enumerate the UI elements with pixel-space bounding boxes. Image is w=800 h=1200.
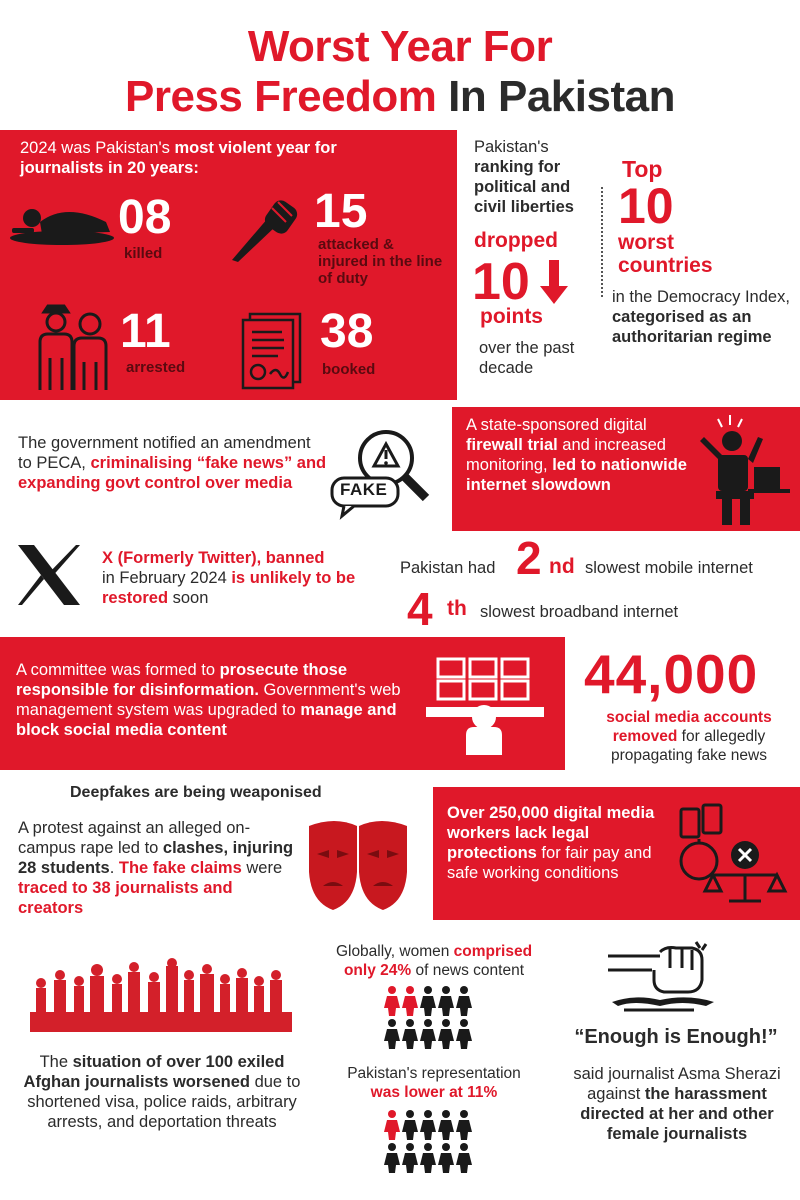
afghan-p2: due to shortened visa, police raids, arbitrary arrests, and deportation threats (27, 1073, 301, 1131)
fist-slam-icon (604, 940, 718, 1016)
women-pk-plain: Pakistan's representation (347, 1065, 521, 1082)
women-pakistan-pictogram (382, 1110, 478, 1174)
x-ban-red2: is unlikely to be restored (102, 569, 356, 607)
deepfakes-heading: Deepfakes are being weaponised (70, 784, 322, 801)
masks-icon (305, 816, 411, 912)
ranking-lead-plain: Pakistan's (474, 138, 549, 156)
killed-label: killed (124, 245, 163, 262)
arrested-label: arrested (126, 359, 186, 376)
arrested-value: 11 (120, 305, 171, 358)
ranking-lead (474, 137, 594, 217)
firewall-p1: A state-sponsored digital (466, 416, 647, 434)
peca-text (18, 433, 328, 493)
index-bold: categorised as an authoritarian regime (612, 308, 772, 346)
title-line-2 (0, 72, 800, 122)
deepfakes-p3: were (241, 859, 283, 877)
ranking-lead-bold: ranking for political and civil liberties (474, 158, 574, 216)
firewall-p2: and increased monitoring, (466, 436, 666, 474)
fake-news-search-icon (328, 420, 432, 520)
mobile-text: slowest mobile internet (585, 559, 753, 577)
x-ban-plain2: soon (172, 589, 209, 607)
intro-bold: most violent year for journalists in 20 years: (20, 139, 337, 177)
booked-label: booked (322, 361, 376, 378)
mobile-rank: 2 (516, 532, 542, 584)
title-line-1: Worst Year For (247, 22, 553, 71)
deepfakes-r2: traced to 38 journalists and creators (18, 879, 233, 917)
workers-b1: Over 250,000 digital media workers lack legal protections (447, 804, 655, 862)
workers-panel (433, 787, 800, 920)
accounts-red: social media accounts removed (606, 709, 772, 745)
accounts-text (584, 708, 794, 765)
firewall-panel (452, 407, 800, 531)
committee-b2: manage and block social media content (16, 701, 397, 739)
justice-scale-icon (673, 803, 791, 905)
deepfakes-r1: The fake claims (118, 859, 242, 877)
x-ban-plain1: in February 2024 (102, 569, 227, 587)
accounts-plain: for allegedly propagating fake news (611, 728, 767, 764)
women-global-plain: Globally, women (335, 943, 454, 960)
top-label: Top (622, 156, 663, 182)
fallen-person-icon (6, 192, 118, 254)
index-plain: in the Democracy Index, (612, 288, 790, 306)
intro-plain: 2024 was Pakistan's (20, 139, 175, 157)
quote-attribution (572, 1064, 782, 1144)
peca-red: criminalising “fake news” and expanding govt control over media (18, 454, 327, 492)
knife-attack-icon (228, 194, 306, 264)
points-label: points (480, 305, 543, 328)
arrest-icon (32, 302, 114, 394)
title-red: Press Freedom (125, 72, 437, 121)
afghan-b1: situation of over 100 exiled Afghan journalists worsened (23, 1053, 285, 1091)
afghan-p1: The (39, 1053, 73, 1071)
violence-panel (0, 130, 457, 400)
x-ban-red1: X (Formerly Twitter), banned (102, 549, 325, 567)
broadband-suffix: th (447, 597, 467, 620)
quote-b1: the harassment directed at her and other female journalists (580, 1085, 774, 1143)
quote-text: “Enough is Enough!” (574, 1026, 778, 1048)
broadband-rank: 4 (407, 583, 433, 635)
women-global-text (318, 942, 550, 980)
quote-p1: said journalist Asma Sherazi against (573, 1065, 781, 1103)
firewall-text (466, 415, 702, 495)
committee-b1: prosecute those responsible for disinformation. (16, 661, 348, 699)
committee-p2: Government's web management system was upgraded to (16, 681, 401, 719)
worst-countries: worst countries (618, 231, 713, 277)
surveillance-monitors-icon (424, 655, 546, 755)
firewall-b2: led to nationwide internet slowdown (466, 456, 687, 494)
index-text (612, 287, 792, 347)
top-value: 10 (618, 178, 674, 234)
mobile-suffix: nd (549, 555, 575, 578)
x-ban-text (102, 548, 387, 608)
women-global-red: comprised only 24% (343, 943, 533, 979)
women-global-end: of news content (411, 962, 525, 979)
committee-panel (0, 637, 565, 770)
afghan-text (22, 1052, 302, 1132)
committee-text (16, 660, 416, 740)
deepfakes-text (18, 818, 300, 918)
points-value: 10 (472, 253, 530, 311)
x-logo-icon (16, 543, 82, 607)
women-global-pictogram (382, 986, 478, 1050)
firewall-b1: firewall trial (466, 436, 558, 454)
down-arrow-icon (540, 260, 568, 306)
committee-p1: A committee was formed to (16, 661, 220, 679)
divider (601, 187, 603, 297)
refugees-crowd-icon (30, 958, 292, 1040)
attacked-value: 15 (314, 185, 368, 238)
fake-icon-text: FAKE (340, 480, 388, 499)
ranking-period: over the past decade (479, 339, 575, 377)
women-pk-text (318, 1064, 550, 1102)
workers-p1: for fair pay and safe working conditions (447, 844, 652, 882)
frustrated-user-icon (696, 415, 792, 527)
peca-plain: The government notified an amendment to PECA, (18, 434, 311, 472)
workers-text (447, 803, 659, 883)
dropped-label: dropped (474, 229, 558, 252)
deepfakes-b1: clashes, injuring 28 students (18, 839, 294, 877)
killed-value: 08 (118, 191, 172, 244)
accounts-value: 44,000 (584, 643, 759, 705)
broadband-text: slowest broadband internet (480, 603, 679, 621)
legal-document-icon (240, 312, 304, 390)
title-dark: In Pakistan (436, 72, 675, 121)
deepfakes-p1: A protest against an alleged on-campus rape led to (18, 819, 251, 857)
booked-value: 38 (320, 305, 374, 358)
women-pk-red: was lower at 11% (370, 1084, 498, 1101)
violence-intro (20, 138, 400, 178)
deepfakes-p2: . (109, 859, 119, 877)
attacked-label: attacked & injured in the line of duty (318, 236, 443, 287)
speed-lead: Pakistan had (400, 559, 496, 577)
